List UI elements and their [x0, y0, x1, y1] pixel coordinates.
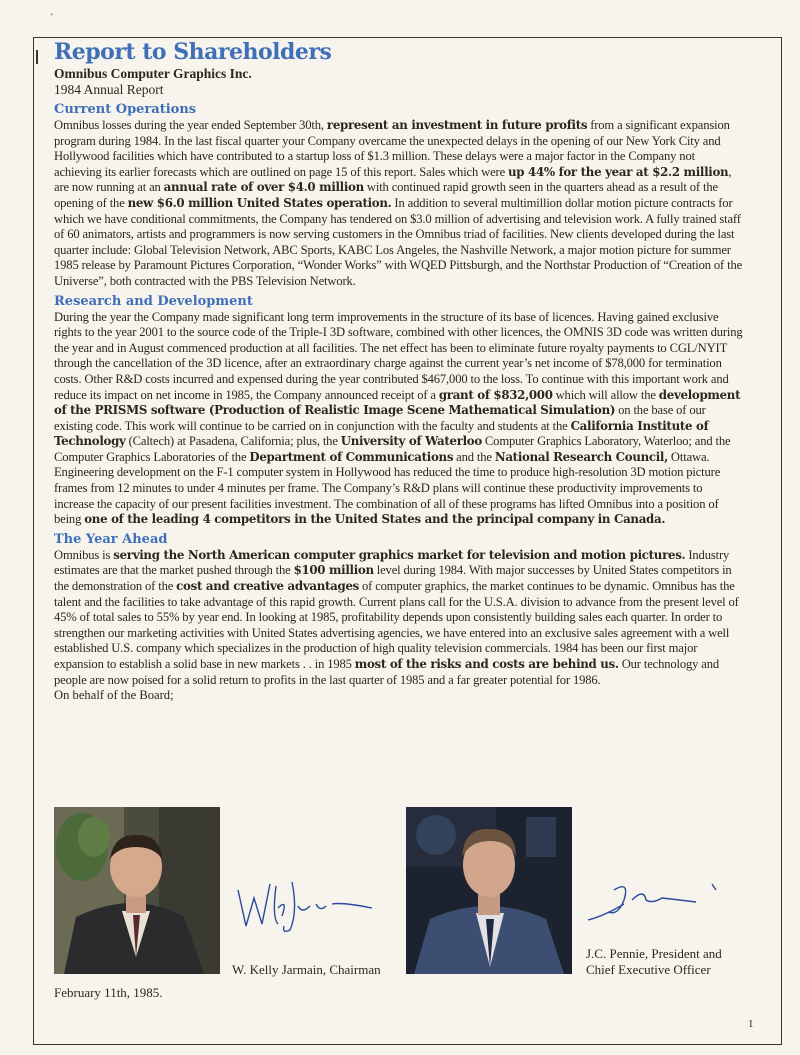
president-caption — [586, 946, 746, 978]
emphasis-text: cost and creative advantages — [176, 579, 359, 594]
section-heading-year-ahead: The Year Ahead — [54, 531, 168, 547]
body-text: and the — [453, 449, 495, 464]
section-heading-research-development: Research and Development — [54, 293, 253, 309]
president-photo — [406, 807, 572, 974]
page-title: Report to Shareholders — [54, 39, 332, 65]
body-text: which will allow the — [552, 387, 659, 402]
body-text: from a significant expansion program during 1984. In the last fiscal quarter your Company overcame the unexpected delays in the opening of our New York City and Hollywood facilities which have contributed to a startup loss of $1.3 million. These delays were a major factor in the Company not achieving its earlier forecasts which are outlined on page 15 of this report. Sales which were — [54, 118, 730, 179]
section-body-current-operations — [54, 118, 744, 290]
chairman-photo — [54, 807, 220, 974]
frame-tick-mark — [36, 50, 38, 64]
emphasis-text: one of the leading 4 competitors in the United States and the principal company in Canada. — [84, 512, 666, 527]
emphasis-text: new $6.0 million United States operation. — [127, 195, 392, 210]
emphasis-text: $100 million — [293, 563, 374, 578]
emphasis-text: National Research Council, — [494, 449, 668, 464]
body-text: Industry estimates are that the market pushed through the — [54, 547, 730, 578]
report-date: February 11th, 1985. — [54, 985, 163, 1000]
page-number: 1 — [748, 1018, 754, 1030]
company-name: Omnibus Computer Graphics Inc. — [54, 66, 252, 81]
body-text: level during 1984. With major successes by United States competitors in the demonstration of the — [54, 563, 732, 594]
body-text: Ottawa. Engineering development on the F-1 computer system in Hollywood has reduced the time to produce high-resolution 3D motion picture frames from 12 minutes to under 4 minutes per frame. The Company’s R&D plans will continue these productivity improvements to increase the capacity of our present facilities investment. The combination of all of these programs has lifted Omnibus into a position of being — [54, 449, 721, 527]
body-text: of computer graphics, the market continues to be dynamic. Omnibus has the talent and the facilities to take advantage of this rapid growth. Current plans call for the U.S.A. division to advance from the present level of 45% of total sales to 55% by year end. In looking at 1985, profitability depends upon consistently building sales each quarter. In order to strengthen our marketing activities with United States advertising agencies, we have entered into an exclusive sales agreement with a well established U.S. company which specializes in the production of high quality television commercials. 1984 has been our first major expansion to establish a solid base in new markets . . in 1985 — [54, 579, 739, 671]
president-caption-line2: Chief Executive Officer — [586, 962, 711, 977]
president-caption-line1: J.C. Pennie, President and — [586, 946, 722, 961]
section-body-year-ahead — [54, 548, 744, 688]
emphasis-text: California Institute of Technology — [54, 418, 709, 449]
scan-speck: • — [50, 10, 54, 21]
body-text: Omnibus is — [54, 547, 114, 562]
president-signature — [584, 870, 744, 930]
closing-line: On behalf of the Board; — [54, 688, 174, 703]
report-content — [54, 38, 744, 703]
body-text: (Caltech) at Pasadena, California; plus, the — [125, 434, 341, 449]
emphasis-text: represent an investment in future profits — [326, 118, 588, 132]
body-text: Omnibus losses during the year ended September 30th, — [54, 118, 327, 132]
section-body-research-development — [54, 310, 744, 528]
report-name: 1984 Annual Report — [54, 82, 164, 97]
body-text: , are now running at an — [54, 164, 732, 195]
emphasis-text: serving the North American computer graphics market for television and motion pictures. — [113, 547, 686, 562]
emphasis-text: annual rate of over $4.0 million — [163, 180, 364, 195]
body-text: In addition to several multimillion dollar motion picture contracts for which we have conditional commitments, the Company has tendered on $3.0 million of advertising and television work. A fully trained staff of 60 animators, artists and programmers is now serving customers in the Omnibus triad of facilities. New clients developed during the last quarter include: Global Television Network, ABC Sports, KABC Los Angeles, the Nashville Network, a major motion picture for summer 1985 release by Paramount Pictures Corporation, “Wonder Works” with WQED Pittsburgh, and the Northstar Production of “Creation of the Universe”, both contracted with the PBS Television Network. — [54, 195, 743, 288]
body-text: Computer Graphics Laboratory, Waterloo; and the Computer Graphics Laboratories of the — [54, 434, 731, 464]
body-text: During the year the Company made significant long term improvements in the structure of its base of licences. Having gained exclusive rights to the year 2001 to the source code of the Triple-I 3D software, combined with other licences, the OMNIS 3D code was written during the year and in August commenced production at all facilities. The net effect has been to eliminate future royalty payments to CGL/NYIT through the cancellation of the 3D licence, after an extraordinary charge against the current year’s net income of $78,000 for termination costs. Other R&D costs incurred and expensed during the year contributed $467,000 to the loss. To continue with this important work and reduce its impact on net income in 1985, the Company announced receipt of a — [54, 309, 743, 402]
emphasis-text: development of the PRISMS software (Production of Realistic Image Scene Mathematical Simulation) — [54, 387, 741, 418]
emphasis-text: most of the risks and costs are behind us. — [354, 657, 619, 671]
chairman-caption: W. Kelly Jarmain, Chairman — [232, 962, 381, 977]
emphasis-text: grant of $832,000 — [438, 387, 553, 402]
emphasis-text: Department of Communications — [249, 449, 454, 464]
chairman-signature — [232, 868, 382, 938]
body-text: with continued rapid growth seen in the quarters ahead as a result of the opening of the — [54, 180, 718, 210]
emphasis-text: University of Waterloo — [340, 434, 482, 449]
body-text: Our technology and people are now poised for a solid return to profits in the last quarter of 1985 and a far greater potential for 1986. — [54, 657, 720, 687]
body-text: on the base of our existing code. This work will continue to be carried on in conjunction with the faculty and students at the — [54, 403, 706, 433]
emphasis-text: up 44% for the year at $2.2 million — [508, 164, 729, 179]
section-heading-current-operations: Current Operations — [54, 102, 197, 117]
